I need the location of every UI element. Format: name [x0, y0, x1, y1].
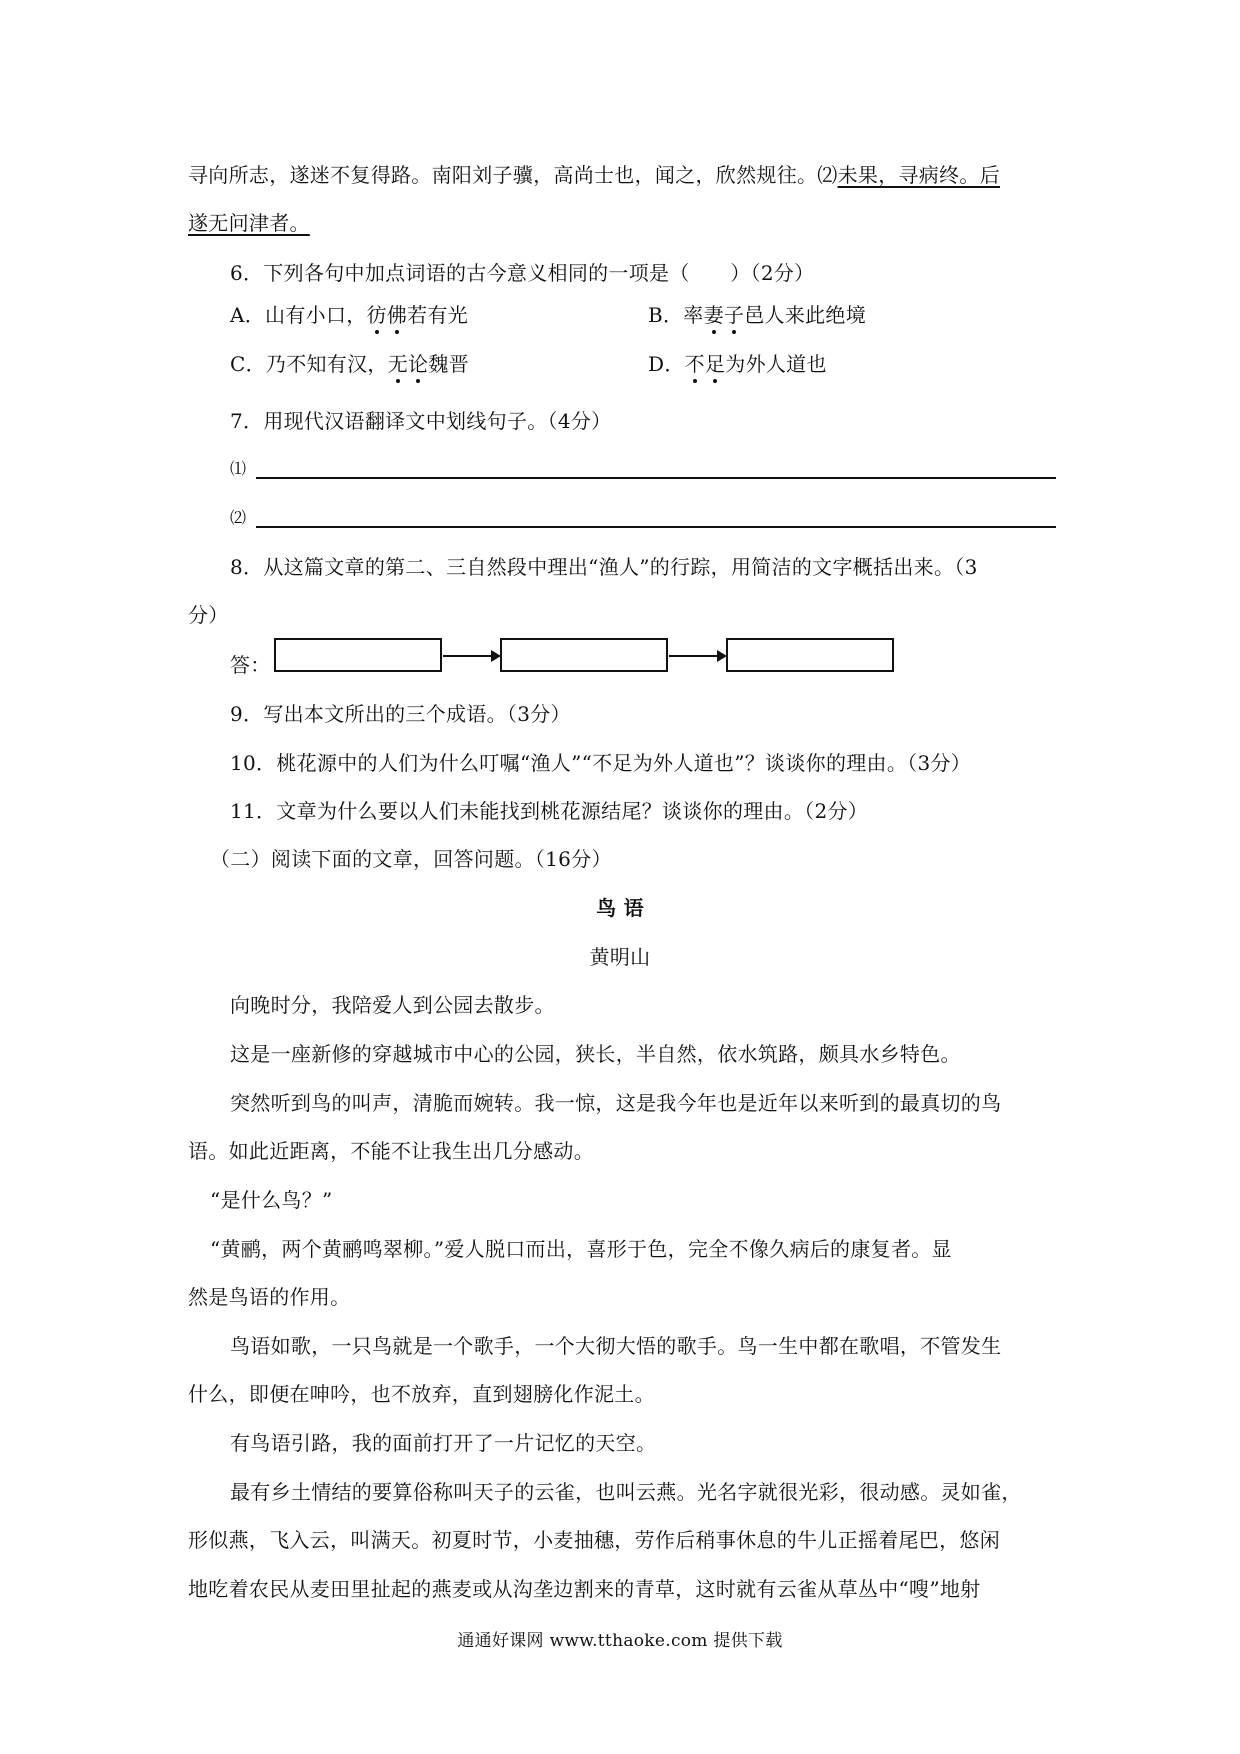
route-box-2[interactable] — [500, 638, 668, 672]
article-line: 鸟语如歌，一只鸟就是一个歌手，一个大彻大悟的歌手。鸟一生中都在歌唱，不管发生 — [230, 1334, 1002, 1358]
dotted-char: 彷 — [366, 303, 387, 327]
option-b-text-rest: 邑人来此绝境 — [744, 303, 867, 327]
dotted-char: 子 — [723, 303, 745, 327]
article-line: 这是一座新修的穿越城市中心的公园，狭长，半自然，依水筑路，颇具水乡特色。 — [230, 1042, 961, 1066]
answer-blank-1-line[interactable] — [256, 477, 1056, 479]
option-c-text: C．乃不知有汉， — [230, 352, 388, 376]
dotted-char: 足 — [704, 352, 726, 376]
option-a-text-rest: 若有光 — [407, 303, 469, 327]
passage-line-1 — [188, 161, 1000, 189]
dotted-char: 无 — [387, 352, 409, 376]
option-a-text: A．山有小口， — [230, 303, 367, 327]
route-box-1[interactable] — [274, 638, 442, 672]
option-d-text-rest: 为外人道也 — [725, 352, 827, 376]
answer-blank-2-label: ⑵ — [230, 508, 247, 527]
article-line: 语。如此近距离，不能不让我生出几分感动。 — [188, 1139, 594, 1163]
article-line: 形似燕，飞入云，叫满天。初夏时节，小麦抽穗，劳作后稍事休息的牛儿正摇着尾巴，悠闲 — [188, 1528, 1000, 1552]
passage-line-2 — [188, 209, 310, 237]
passage-underlined-sentence-part-2: 遂无问津者。 — [188, 211, 310, 235]
question-8-stem-line-1: 8．从这篇文章的第二、三自然段中理出“渔人”的行踪，用简洁的文字概括出来。（3 — [230, 555, 978, 579]
arrow-right-icon — [443, 655, 499, 657]
question-7-stem: 7．用现代汉语翻译文中划线句子。（4分） — [230, 409, 612, 433]
dotted-char: 妻 — [703, 303, 724, 327]
question-6-option-a — [230, 301, 468, 329]
option-d-text: D． — [648, 352, 685, 376]
article-line: 然是鸟语的作用。 — [188, 1285, 351, 1309]
article-line: 向晚时分，我陪爱人到公园去散步。 — [230, 993, 555, 1017]
article-line: 什么，即便在呻吟，也不放弃，直到翅膀化作泥土。 — [188, 1382, 655, 1406]
question-8-stem-line-2: 分） — [188, 603, 229, 627]
option-c-text-rest: 魏晋 — [428, 352, 469, 376]
option-b-text: B．率 — [648, 303, 704, 327]
dotted-char: 论 — [408, 352, 429, 376]
article-line: 突然听到鸟的叫声，清脆而婉转。我一惊，这是我今年也是近年以来听到的最真切的鸟 — [230, 1091, 1002, 1115]
route-box-3[interactable] — [726, 638, 894, 672]
section-2-heading: （二）阅读下面的文章，回答问题。（16分） — [210, 847, 612, 871]
article-line: 地吃着农民从麦田里扯起的燕麦或从沟垄边割来的青草，这时就有云雀从草丛中“嗖”地射 — [188, 1577, 981, 1601]
passage-line-1-text: 寻向所志，遂迷不复得路。南阳刘子骥，高尚士也，闻之，欣然规往。⑵ — [188, 163, 838, 187]
dotted-char: 不 — [684, 352, 705, 376]
article-author: 黄明山 — [589, 945, 651, 969]
article-line: “黄鹂，两个黄鹂鸣翠柳。”爱人脱口而出，喜形于色，完全不像久病后的康复者。显 — [210, 1237, 952, 1261]
dotted-char: 佛 — [386, 303, 408, 327]
page-footer: 通通好课网 www.tthaoke.com 提供下载 — [457, 1631, 783, 1651]
passage-underlined-sentence-part-1: 未果，寻病终。后 — [837, 163, 1001, 187]
answer-blank-2-line[interactable] — [256, 526, 1056, 528]
question-6-option-d — [648, 350, 827, 378]
article-line: 最有乡土情结的要算俗称叫天子的云雀，也叫云燕。光名字就很光彩，很动感。灵如雀， — [230, 1480, 1022, 1504]
question-6-option-c — [230, 350, 469, 378]
question-10: 10．桃花源中的人们为什么叮嘱“渔人”“不足为外人道也”？谈谈你的理由。（3分） — [230, 751, 972, 775]
question-9: 9．写出本文所出的三个成语。（3分） — [230, 702, 571, 726]
question-11: 11．文章为什么要以人们未能找到桃花源结尾？谈谈你的理由。（2分） — [230, 799, 869, 823]
article-title: 鸟 语 — [596, 896, 644, 920]
answer-label: 答： — [230, 653, 271, 677]
question-6-stem: 6．下列各句中加点词语的古今意义相同的一项是（ ）（2分） — [230, 261, 815, 285]
article-line: 有鸟语引路，我的面前打开了一片记忆的天空。 — [230, 1431, 657, 1455]
article-line: “是什么鸟？” — [210, 1188, 333, 1212]
arrow-right-icon — [669, 655, 725, 657]
question-6-option-b — [648, 301, 866, 329]
answer-blank-1-label: ⑴ — [230, 459, 247, 478]
